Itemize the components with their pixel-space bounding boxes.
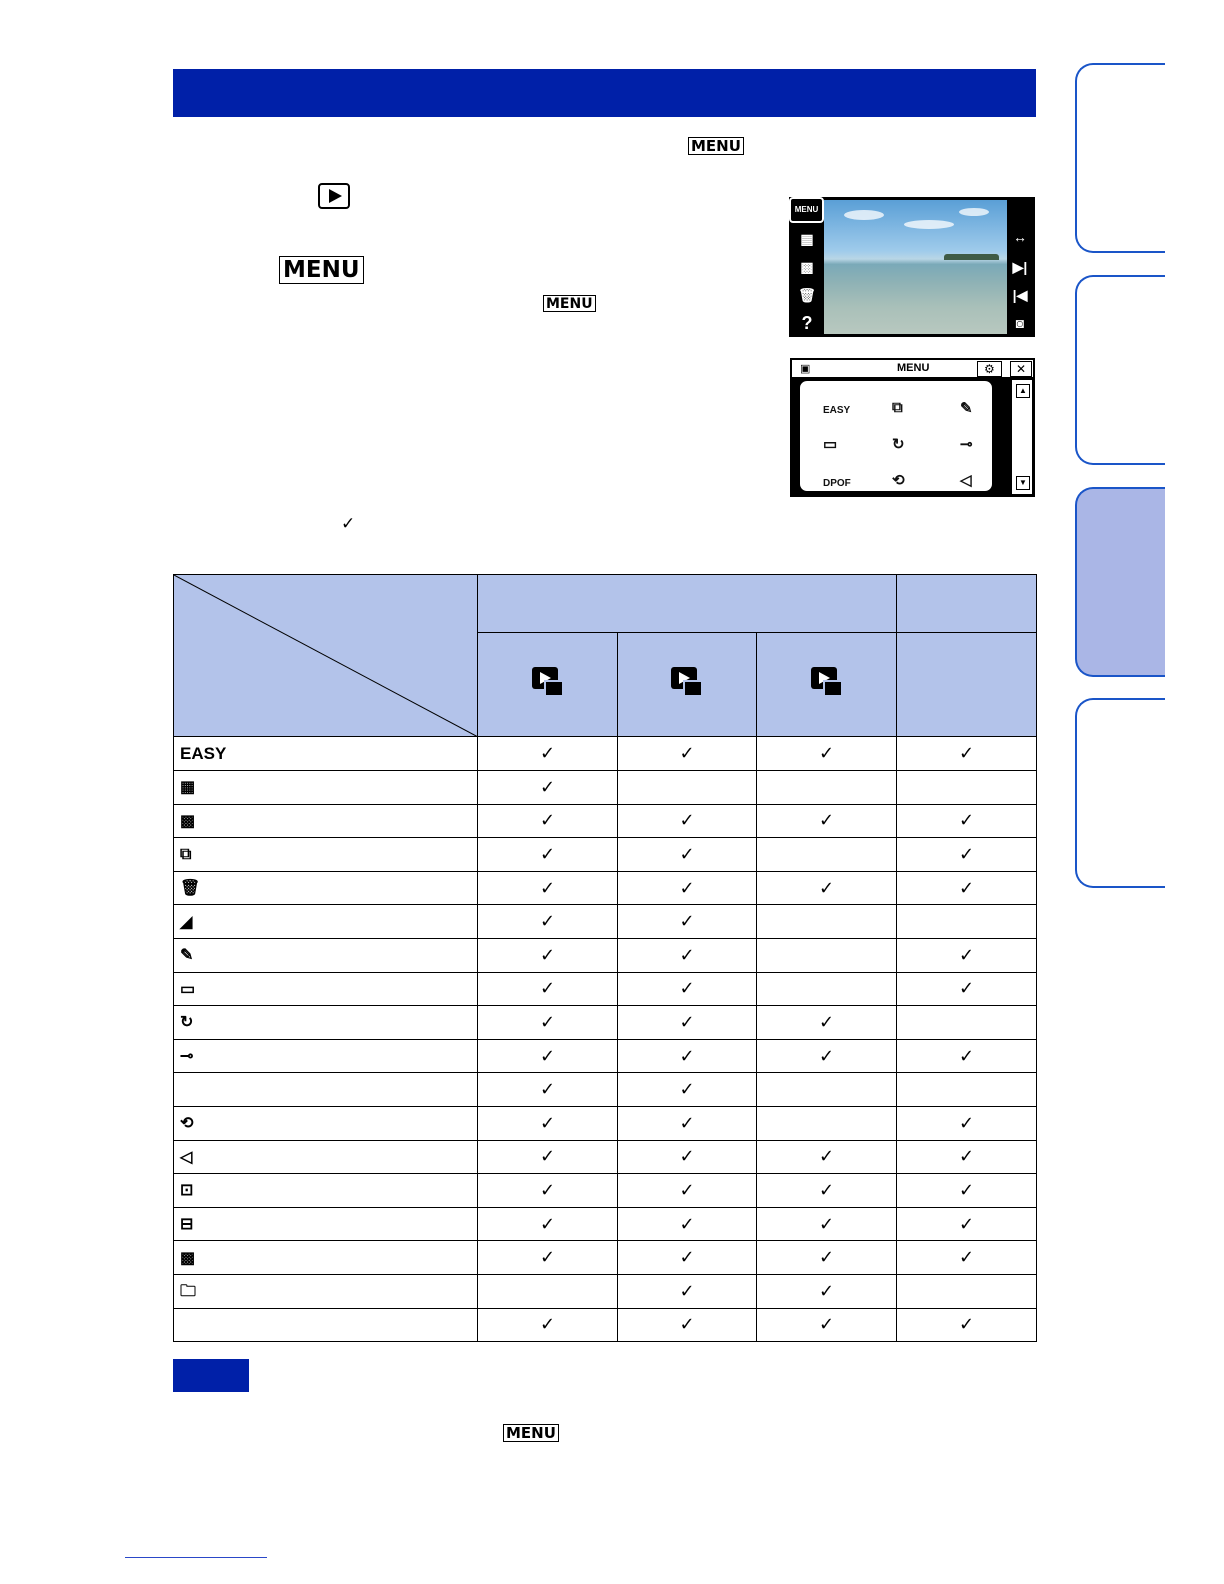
checkmark-icon: ✓ [679, 1280, 695, 1302]
table-row [174, 838, 1037, 872]
folder-icon: 🗀 [180, 1283, 197, 1301]
playback-screen-image [789, 197, 1035, 337]
table-cell [618, 838, 757, 872]
grid-icon[interactable]: ▩ [800, 259, 814, 275]
checkmark-icon: ✓ [818, 1146, 835, 1168]
index-28-icon: ▩ [180, 1249, 196, 1267]
checkmark-icon: ✓ [679, 1314, 695, 1336]
menu-screen-image [790, 358, 1035, 497]
table-row [174, 1207, 1037, 1241]
checkmark-icon: ✓ [958, 978, 975, 1000]
checkmark-icon: ✓ [958, 944, 975, 966]
table-cell [757, 838, 897, 872]
checkmark-icon: ✓ [958, 1045, 975, 1067]
row-label [174, 1274, 478, 1308]
table-cell [897, 838, 1037, 872]
side-tab-contents[interactable] [1075, 63, 1165, 253]
table-cell [757, 1039, 897, 1073]
checkmark-icon: ✓ [818, 877, 835, 899]
table-cell [618, 737, 757, 771]
table-row [174, 1106, 1037, 1140]
row-label [174, 804, 478, 838]
checkmark-icon: ✓ [818, 1011, 835, 1033]
table-cell [757, 737, 897, 771]
checkmark-icon: ✓ [818, 743, 835, 764]
view-mode-group-header [478, 575, 897, 633]
table-cell [757, 804, 897, 838]
table-cell [897, 905, 1037, 939]
toolbox-icon[interactable]: ▣ [800, 363, 811, 375]
table-cell [757, 1073, 897, 1107]
table-cell [897, 771, 1037, 805]
row-label [174, 1039, 478, 1073]
table-row [174, 1073, 1037, 1107]
table-cell [897, 1106, 1037, 1140]
arrows-icon[interactable]: ↔ [1013, 229, 1027, 245]
volume-icon[interactable]: ◁ [960, 472, 972, 489]
row-label [174, 1140, 478, 1174]
checkmark-icon: ✓ [539, 1146, 556, 1168]
calendar-icon: ▦ [180, 779, 196, 797]
checkmark-icon: ✓ [679, 1213, 695, 1235]
checkmark-icon: ✓ [958, 810, 975, 832]
help-icon[interactable]: ? [801, 313, 813, 333]
checkmark-icon: ✓ [958, 1213, 975, 1235]
slideshow-icon[interactable]: ⧉ [892, 399, 903, 416]
table-cell [478, 972, 618, 1006]
menu-item-dpof[interactable]: DPOF [823, 478, 851, 489]
checkmark-icon: ✓ [958, 1112, 975, 1134]
table-cell [478, 1174, 618, 1208]
checkmark-icon: ✓ [539, 1247, 556, 1269]
table-cell [478, 1140, 618, 1174]
table-cell [478, 1073, 618, 1107]
table-cell [478, 938, 618, 972]
menu-screen-topbar [792, 360, 1033, 377]
table-cell [897, 871, 1037, 905]
table-cell [757, 771, 897, 805]
table-cell [478, 804, 618, 838]
checkmark-icon: ✓ [679, 877, 695, 899]
table-cell [618, 1106, 757, 1140]
rotate-icon: ⟲ [180, 1115, 194, 1133]
checkmark-icon: ✓ [539, 743, 556, 764]
table-cell [478, 1106, 618, 1140]
checkmark-icon: ✓ [679, 1247, 695, 1269]
scroll-down-icon[interactable]: ▼ [1016, 476, 1030, 490]
checkmark-icon: ✓ [539, 1314, 556, 1336]
movie-view-icon [811, 667, 843, 697]
checkmark-icon: ✓ [539, 1079, 556, 1101]
menu-key-note: MENU [503, 1424, 559, 1442]
previous-icon[interactable]: |◀ [1012, 287, 1028, 303]
table-cell [478, 871, 618, 905]
checkmark-icon: ✓ [679, 743, 695, 764]
row-label [174, 838, 478, 872]
table-cell [618, 1039, 757, 1073]
checkmark-icon: ✓ [539, 843, 556, 865]
display-on-icon: ⊡ [180, 1182, 194, 1200]
checkmark-icon: ✓ [679, 1146, 695, 1168]
checkmark-icon: ✓ [679, 1079, 695, 1101]
camera-icon[interactable]: ◙ [1015, 315, 1025, 331]
checkmark-icon: ✓ [539, 1112, 556, 1134]
checkmark-icon: ✓ [679, 911, 695, 933]
retouch-icon[interactable]: ✎ [960, 400, 973, 417]
section-title-bar [173, 69, 1036, 117]
trash-icon: 🗑 [180, 880, 201, 898]
mode-other-header [897, 633, 1037, 737]
screen-menu-button[interactable]: MENU [789, 197, 824, 223]
table-cell [618, 1006, 757, 1040]
next-icon[interactable]: ▶| [1012, 259, 1028, 275]
table-cell [618, 938, 757, 972]
mode-movie-view-header [757, 633, 897, 737]
checkmark-icon: ✓ [679, 944, 695, 966]
legend-checkmark-icon: ✓ [341, 514, 356, 534]
table-cell [478, 1039, 618, 1073]
scroll-up-icon[interactable]: ▲ [1016, 384, 1030, 398]
table-row [174, 972, 1037, 1006]
table-cell [478, 771, 618, 805]
trash-icon[interactable]: 🗑 [798, 287, 816, 303]
table-cell [478, 737, 618, 771]
table-cell [897, 1207, 1037, 1241]
table-cell [618, 905, 757, 939]
table-cell [618, 972, 757, 1006]
protect-key-icon: ⊸ [180, 1048, 194, 1066]
volume-icon: ◁ [180, 1148, 193, 1166]
side-tab-menu-search[interactable] [1075, 487, 1165, 677]
menu-item-panel [797, 378, 995, 494]
rotate-movie-icon[interactable]: ↻ [892, 436, 905, 453]
table-row [174, 1039, 1037, 1073]
checkmark-icon: ✓ [679, 1112, 695, 1134]
table-cell [618, 1174, 757, 1208]
table-cell [897, 938, 1037, 972]
draw-icon: ▭ [180, 980, 196, 998]
table-cell [478, 1308, 618, 1342]
checkmark-icon: ✓ [818, 810, 835, 832]
easy-label: EASY [180, 743, 227, 763]
row-label [174, 938, 478, 972]
checkmark-icon: ✓ [958, 1247, 975, 1269]
table-cell [757, 1106, 897, 1140]
table-row [174, 1174, 1037, 1208]
table-cell [897, 1274, 1037, 1308]
table-row [174, 905, 1037, 939]
table-cell [618, 871, 757, 905]
row-label [174, 1174, 478, 1208]
index-grid-icon: ▩ [180, 812, 196, 830]
table-cell [618, 1140, 757, 1174]
table-cell [618, 1073, 757, 1107]
table-cell [757, 1241, 897, 1275]
row-label [174, 1207, 478, 1241]
mode-folder-view-header [618, 633, 757, 737]
checkmark-icon: ✓ [958, 743, 975, 764]
checkmark-icon: ✓ [679, 978, 695, 1000]
checkmark-icon: ✓ [958, 1179, 975, 1201]
checkmark-icon: ✓ [539, 810, 556, 832]
table-cell [897, 1073, 1037, 1107]
row-label [174, 737, 478, 771]
table-cell [897, 1308, 1037, 1342]
row-label [174, 972, 478, 1006]
table-cell [618, 771, 757, 805]
table-cell [897, 1241, 1037, 1275]
table-cell [757, 1308, 897, 1342]
table-cell [478, 838, 618, 872]
row-label [174, 1006, 478, 1040]
table-cell [897, 1006, 1037, 1040]
table-cell [478, 1241, 618, 1275]
side-tab-operation-search[interactable] [1075, 275, 1165, 465]
checkmark-icon: ✓ [539, 978, 556, 1000]
row-label [174, 1073, 478, 1107]
checkmark-icon: ✓ [818, 1179, 835, 1201]
table-cell [897, 972, 1037, 1006]
row-label [174, 905, 478, 939]
checkmark-icon: ✓ [539, 1179, 556, 1201]
checkmark-icon: ✓ [679, 1011, 695, 1033]
table-cell [897, 737, 1037, 771]
table-row [174, 1241, 1037, 1275]
table-corner-header [174, 575, 478, 737]
table-cell [757, 1140, 897, 1174]
menu-key-small: MENU [543, 295, 596, 312]
row-label [174, 771, 478, 805]
table-cell [478, 1006, 618, 1040]
table-row [174, 871, 1037, 905]
checkmark-icon: ✓ [958, 843, 975, 865]
table-cell [897, 1174, 1037, 1208]
display-off-icon: ⊟ [180, 1216, 194, 1234]
row-label [174, 871, 478, 905]
paint-stroke-icon: ◢ [180, 913, 193, 931]
table-row [174, 1308, 1037, 1342]
table-cell [757, 905, 897, 939]
table-row [174, 1274, 1037, 1308]
table-cell [897, 1039, 1037, 1073]
checkmark-icon: ✓ [679, 1179, 695, 1201]
menu-item-easy[interactable]: EASY [823, 405, 851, 416]
table-cell [618, 1274, 757, 1308]
table-cell [897, 804, 1037, 838]
menu-scrollbar[interactable] [1012, 380, 1032, 494]
table-cell [757, 972, 897, 1006]
footer-link-underline[interactable] [125, 1557, 267, 1558]
checkmark-icon: ✓ [539, 877, 556, 899]
checkmark-icon: ✓ [539, 1011, 556, 1033]
table-cell [757, 871, 897, 905]
table-cell [757, 938, 897, 972]
row-label [174, 1308, 478, 1342]
checkmark-icon: ✓ [679, 843, 695, 865]
rotate-icon[interactable]: ⟲ [892, 472, 905, 489]
checkmark-icon: ✓ [958, 877, 975, 899]
checkmark-icon: ✓ [539, 776, 556, 798]
table-cell [478, 905, 618, 939]
row-label [174, 1106, 478, 1140]
calendar-icon[interactable]: ▦ [800, 231, 814, 247]
checkmark-icon: ✓ [679, 1045, 695, 1067]
playback-button-icon [318, 183, 350, 209]
other-group-header [897, 575, 1037, 633]
note-label-box [173, 1359, 249, 1392]
beach-photo [824, 200, 1007, 334]
checkmark-icon: ✓ [818, 1045, 835, 1067]
table-row [174, 1140, 1037, 1174]
side-tab-index[interactable] [1075, 698, 1165, 888]
checkmark-icon: ✓ [539, 911, 556, 933]
checkmark-icon: ✓ [818, 1314, 835, 1336]
table-cell [478, 1207, 618, 1241]
table-cell [757, 1274, 897, 1308]
still-view-icon [671, 667, 703, 697]
table-row [174, 737, 1037, 771]
table-row [174, 771, 1037, 805]
table-cell [618, 1308, 757, 1342]
table-cell [757, 1174, 897, 1208]
table-cell [897, 1140, 1037, 1174]
checkmark-icon: ✓ [539, 1213, 556, 1235]
menu-key-large: MENU [279, 256, 364, 284]
table-cell [618, 1207, 757, 1241]
table-row [174, 938, 1037, 972]
settings-gear-icon[interactable]: ⚙ [977, 361, 1002, 377]
checkmark-icon: ✓ [818, 1280, 835, 1302]
checkmark-icon: ✓ [679, 810, 695, 832]
table-row [174, 1006, 1037, 1040]
table-row [174, 804, 1037, 838]
table-cell [757, 1207, 897, 1241]
slideshow-icon: ⧉ [180, 846, 192, 864]
table-cell [618, 804, 757, 838]
table-cell [478, 1274, 618, 1308]
date-view-icon [532, 667, 564, 697]
rotate-movie-icon: ↻ [180, 1014, 194, 1032]
checkmark-icon: ✓ [539, 944, 556, 966]
checkmark-icon: ✓ [539, 1045, 556, 1067]
checkmark-icon: ✓ [818, 1213, 835, 1235]
row-label [174, 1241, 478, 1275]
paint-icon[interactable]: ▭ [823, 436, 838, 453]
diagonal-line [174, 575, 478, 737]
retouch-icon: ✎ [180, 947, 194, 965]
mode-date-view-header [478, 633, 618, 737]
menu-screen-title: MENU [897, 362, 930, 374]
checkmark-icon: ✓ [818, 1247, 835, 1269]
table-cell [757, 1006, 897, 1040]
protect-icon[interactable]: ⊸ [960, 436, 973, 453]
checkmark-icon: ✓ [958, 1146, 975, 1168]
close-icon[interactable]: ✕ [1010, 361, 1032, 377]
compatibility-table [173, 574, 1037, 1342]
table-cell [618, 1241, 757, 1275]
checkmark-icon: ✓ [958, 1314, 975, 1336]
menu-key-inline: MENU [688, 137, 744, 155]
